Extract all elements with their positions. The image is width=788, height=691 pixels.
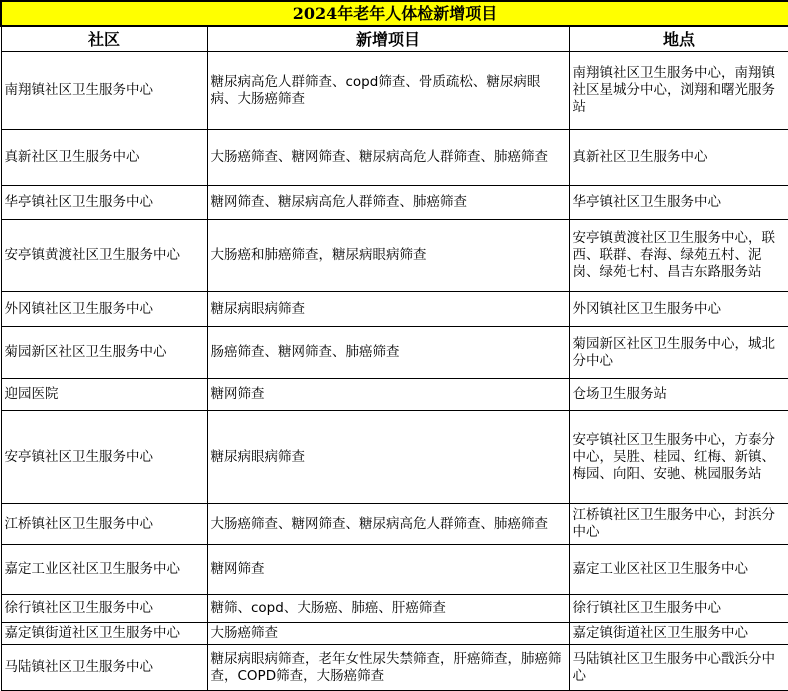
cell-location[interactable]: 安亭镇黄渡社区卫生服务中心，联西、联群、春海、绿苑五村、泥岗、绿苑七村、昌吉东路服务站	[569, 220, 788, 292]
cell-location[interactable]: 嘉定工业区社区卫生服务中心	[569, 545, 788, 595]
cell-community[interactable]: 真新社区卫生服务中心	[1, 130, 207, 186]
cell-location[interactable]: 嘉定镇街道社区卫生服务中心	[569, 623, 788, 645]
cell-items[interactable]: 糖尿病眼病筛查，老年女性尿失禁筛查，肝癌筛查，肺癌筛查，COPD筛查，大肠癌筛查	[207, 645, 569, 691]
cell-location[interactable]: 外冈镇社区卫生服务中心	[569, 292, 788, 327]
cell-community[interactable]: 南翔镇社区卫生服务中心	[1, 52, 207, 130]
table-row	[1, 545, 788, 595]
cell-location[interactable]: 华亭镇社区卫生服务中心	[569, 186, 788, 220]
cell-community[interactable]: 嘉定镇街道社区卫生服务中心	[1, 623, 207, 645]
cell-items[interactable]: 糖筛、copd、大肠癌、肺癌、肝癌筛查	[207, 595, 569, 623]
cell-community[interactable]: 安亭镇社区卫生服务中心	[1, 411, 207, 504]
cell-items[interactable]: 大肠癌和肺癌筛查，糖尿病眼病筛查	[207, 220, 569, 292]
table-row	[1, 292, 788, 327]
cell-location[interactable]: 仓场卫生服务站	[569, 379, 788, 411]
cell-items[interactable]: 大肠癌筛查	[207, 623, 569, 645]
table-row	[1, 645, 788, 691]
table-row	[1, 52, 788, 130]
header-community[interactable]: 社区	[1, 26, 207, 52]
cell-location[interactable]: 菊园新区社区卫生服务中心，城北分中心	[569, 327, 788, 379]
sheet-title[interactable]: 2024年老年人体检新增项目	[1, 1, 788, 26]
table-row	[1, 595, 788, 623]
cell-items[interactable]: 糖尿病眼病筛查	[207, 292, 569, 327]
header-items[interactable]: 新增项目	[207, 26, 569, 52]
header-row	[1, 26, 788, 52]
cell-location[interactable]: 南翔镇社区卫生服务中心，南翔镇社区星城分中心，浏翔和曙光服务站	[569, 52, 788, 130]
cell-location[interactable]: 马陆镇社区卫生服务中心戬浜分中心	[569, 645, 788, 691]
cell-items[interactable]: 糖网筛查	[207, 379, 569, 411]
cell-items[interactable]: 糖网筛查	[207, 545, 569, 595]
cell-community[interactable]: 徐行镇社区卫生服务中心	[1, 595, 207, 623]
cell-location[interactable]: 徐行镇社区卫生服务中心	[569, 595, 788, 623]
cell-items[interactable]: 肠癌筛查、糖网筛查、肺癌筛查	[207, 327, 569, 379]
cell-community[interactable]: 江桥镇社区卫生服务中心	[1, 504, 207, 545]
table-row	[1, 130, 788, 186]
cell-community[interactable]: 外冈镇社区卫生服务中心	[1, 292, 207, 327]
cell-community[interactable]: 嘉定工业区社区卫生服务中心	[1, 545, 207, 595]
cell-community[interactable]: 安亭镇黄渡社区卫生服务中心	[1, 220, 207, 292]
cell-items[interactable]: 糖尿病高危人群筛查、copd筛查、骨质疏松、糖尿病眼病、大肠癌筛查	[207, 52, 569, 130]
table-row	[1, 327, 788, 379]
cell-items[interactable]: 大肠癌筛查、糖网筛查、糖尿病高危人群筛查、肺癌筛查	[207, 504, 569, 545]
header-location[interactable]: 地点	[569, 26, 788, 52]
title-row	[1, 1, 788, 26]
table-row	[1, 186, 788, 220]
cell-items[interactable]: 糖网筛查、糖尿病高危人群筛查、肺癌筛查	[207, 186, 569, 220]
cell-location[interactable]: 江桥镇社区卫生服务中心，封浜分中心	[569, 504, 788, 545]
cell-community[interactable]: 华亭镇社区卫生服务中心	[1, 186, 207, 220]
cell-location[interactable]: 真新社区卫生服务中心	[569, 130, 788, 186]
cell-community[interactable]: 马陆镇社区卫生服务中心	[1, 645, 207, 691]
cell-community[interactable]: 迎园医院	[1, 379, 207, 411]
table-row	[1, 379, 788, 411]
table-row	[1, 411, 788, 504]
table-row	[1, 220, 788, 292]
cell-items[interactable]: 大肠癌筛查、糖网筛查、糖尿病高危人群筛查、肺癌筛查	[207, 130, 569, 186]
table-row	[1, 623, 788, 645]
cell-location[interactable]: 安亭镇社区卫生服务中心，方泰分中心，吴胜、桂园、红梅、新镇、梅园、向阳、安驰、桃园服务站	[569, 411, 788, 504]
cell-community[interactable]: 菊园新区社区卫生服务中心	[1, 327, 207, 379]
table-row	[1, 504, 788, 545]
cell-items[interactable]: 糖尿病眼病筛查	[207, 411, 569, 504]
